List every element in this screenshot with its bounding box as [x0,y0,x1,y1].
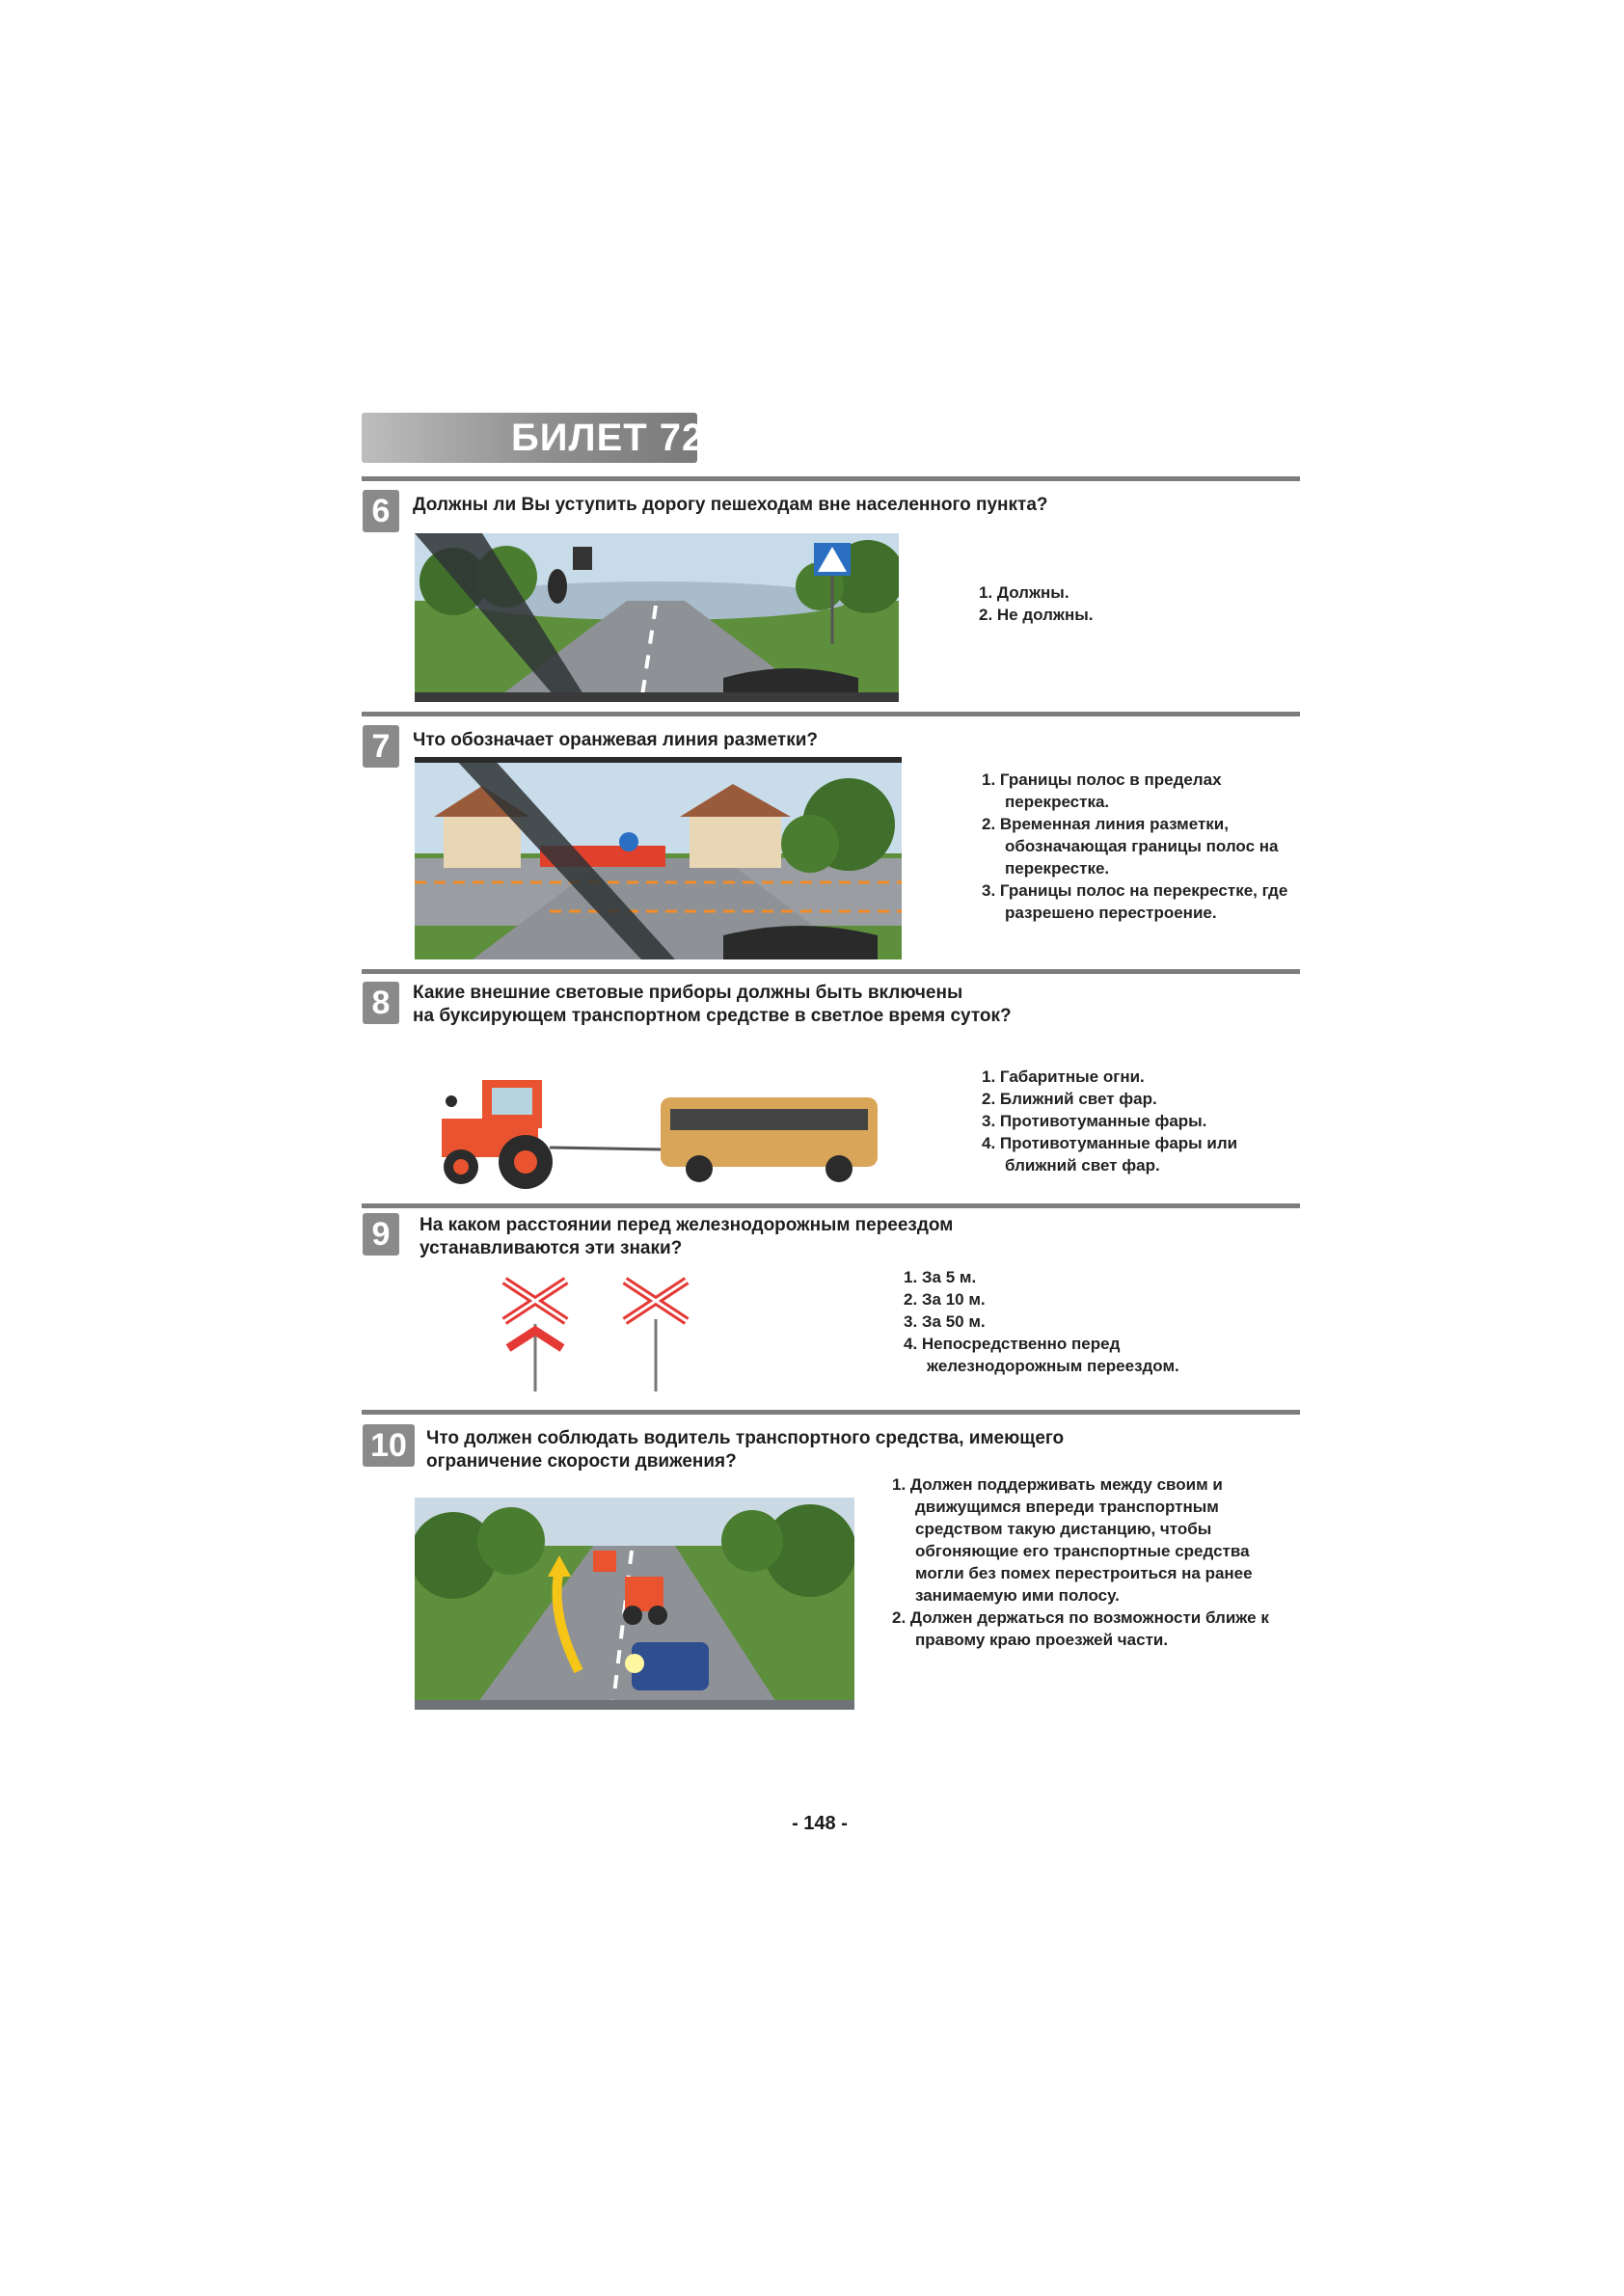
answer-option[interactable]: 1. Габаритные огни. [982,1067,1145,1086]
section-divider [362,1410,1300,1415]
scene-slow-vehicle-overtaking [415,1498,854,1710]
answer-option[interactable]: 2. За 10 м. [904,1290,986,1309]
answer-option[interactable]: 1. Должны. [979,583,1069,602]
scene-tractor-towing-bus [424,1061,887,1196]
question-number: 8 [363,982,399,1024]
question-number: 7 [363,725,399,768]
railway-crossing-signs [487,1271,718,1396]
section-divider [362,1203,1300,1208]
answer-list [979,581,1287,626]
answer-option[interactable]: 2. Ближний свет фар. [982,1090,1157,1108]
section-divider [362,476,1300,481]
answer-option[interactable]: 2. Временная линия разметки, обозначающая границы полос на перекрестке. [982,815,1279,878]
question-number: 10 [363,1424,415,1467]
answer-option[interactable]: 3. Противотуманные фары. [982,1112,1207,1130]
answer-option[interactable]: 1. За 5 м. [904,1268,977,1286]
question-text: Что должен соблюдать водитель транспортного средства, имеющего ограничение скорости движения? [426,1428,1065,1472]
answer-list [982,769,1300,924]
section-divider [362,712,1300,716]
section-divider [362,969,1300,974]
answer-option[interactable]: 1. Должен поддерживать между своим и движущимся впереди транспортным средством такую дистанцию, чтобы обгоняющие его транспортные средства могли без помех перестроиться на ранее занимаемую ими полосу. [892,1475,1253,1605]
question-text: Что обозначает оранжевая линия разметки? [413,730,819,750]
ticket-title: БИЛЕТ 72 [511,417,705,459]
answer-option[interactable]: 3. Границы полос на перекрестке, где разрешено перестроение. [982,881,1288,922]
question-text: Должны ли Вы уступить дорогу пешеходам вне населенного пункта? [413,495,1048,515]
question-number: 9 [363,1213,399,1256]
answer-list [982,1066,1290,1176]
question-number: 6 [363,490,399,532]
answer-option[interactable]: 2. Не должны. [979,606,1094,624]
answer-option[interactable]: 4. Противотуманные фары или ближний свет фар. [982,1134,1238,1175]
scene-pedestrian-crossing [415,533,899,702]
answer-list [892,1473,1297,1651]
single-track-crossing-sign-icon [625,1281,687,1391]
question-text: На каком расстоянии перед железнодорожным переездом устанавливаются эти знаки? [420,1215,954,1258]
question-text: Какие внешние световые приборы должны быть включены на буксирующем транспортном средстве в светлое время суток? [413,983,1012,1026]
double-track-crossing-sign-icon [504,1281,566,1391]
answer-list [904,1266,1270,1377]
answer-option[interactable]: 2. Должен держаться по возможности ближе к правому краю проезжей части. [892,1608,1269,1649]
scene-orange-marking-intersection [415,757,902,959]
answer-option[interactable]: 1. Границы полос в пределах перекрестка. [982,770,1222,811]
page-number: - 148 - [792,1813,848,1834]
answer-option[interactable]: 4. Непосредственно перед железнодорожным переездом. [904,1335,1179,1375]
answer-option[interactable]: 3. За 50 м. [904,1312,986,1331]
